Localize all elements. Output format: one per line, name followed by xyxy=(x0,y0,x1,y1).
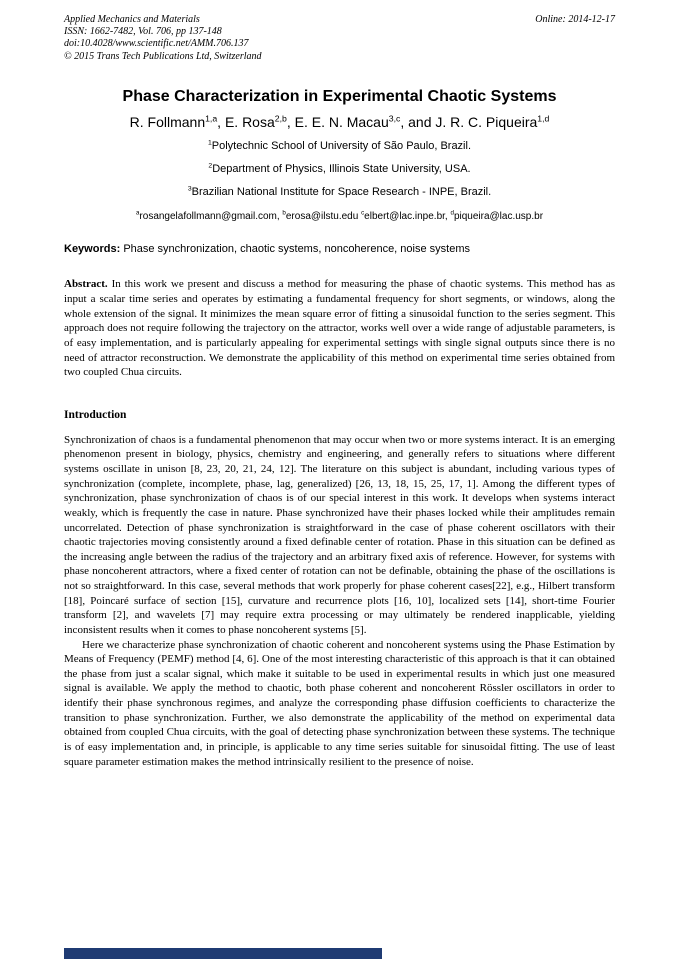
author-name: R. Follmann xyxy=(129,113,206,130)
author-superscript: 2,b xyxy=(274,113,287,124)
affiliation-superscript: 2 xyxy=(208,162,213,170)
keywords-text: Phase synchronization, chaotic systems, noncoherence, noise systems xyxy=(123,243,470,256)
keywords-line xyxy=(64,242,615,256)
author-superscript: 3,c xyxy=(388,113,401,124)
intro-paragraph-2: Here we characterize phase synchronization of chaotic coherent and noncoherent systems using the Phase Estimation by Means of Frequency (PEMF) method [4, 6]. One of the most interesting characteristic of this approach is that it can obtained the phase from just a scalar signal, which make it suitable to be used in experimental results in which just one measured signal is available. We apply the method to chaotic, both phase coherent and noncoherent Rössler oscillators in order to identify their phase synchronous regimes, and analyze the corresponding phase diffusion coefficients to characterize the transition to phase synchronization. Further, we also demonstrate the applicability of the method on experimental data obtained from coupled Chua circuits, with the goal of detecting phase synchronization between these systems. The technique is of easy implementation and, in principle, is applicable to any time series suitable for sinusoidal fitting. The use of least square parameter estimation makes the method intrinsically resilient to the presence of noise. xyxy=(64,638,615,768)
journal-info-block xyxy=(64,14,262,63)
author-superscript: 1,a xyxy=(205,113,218,124)
abstract-paragraph xyxy=(64,277,615,379)
page-header xyxy=(64,14,615,63)
affiliation-text: Brazilian National Institute for Space Research - INPE, Brazil. xyxy=(191,185,492,198)
affiliation-text: Polytechnic School of University of São Paulo, Brazil. xyxy=(211,140,472,153)
footer-bar xyxy=(64,948,382,959)
affiliation-superscript: 1 xyxy=(207,139,212,147)
journal-title: Applied Mechanics and Materials xyxy=(64,14,200,25)
email-text: rosangelafollmann@gmail.com, xyxy=(139,210,280,222)
intro-paragraph-1: Synchronization of chaos is a fundamental phenomenon that may occur when two or more systems interact. It is an emerging phenomenon present in biology, physics, chemistry and engineering, and generally refers to situations where different systems oscillate in unison [8, 23, 20, 21, 24, 12]. The literature on this subject is abundant, including various types of synchronization (complete, incomplete, phase, lag, generalized) [26, 13, 18, 15, 25, 17, 1]. Among the different types of synchronization, phase synchronization of chaos is of our special interest in this work. It develops when systems interact weakly, which is frequently the case in nature. Phase synchronized have their phases locked while their amplitudes remain uncorrelated. Detection of phase synchronization is straightforward in the case of phase coherent oscillators with their chaotic trajectories moving consistently around a fixed definable center of rotation. Phase in this situation can be defined as the increasing angle between the radius of the trajectory and an arbitrary fixed axis of reference. However, for systems with phase noncoherent attractors, where a fixed center of rotation can not be definable, obtaining the phase of the oscillations is not so straightforward. In this case, several methods that work properly for phase coherent cases[22], e.g., Hilbert transform [18], Poincaré surface of section [15], curvature and recurrence plots [16, 10], localized sets [14], short-time Fourier transform [2], and wavelets [7] may require extra processing or may ultimately be rendered inapplicable, yielding inconsistent results when it comes to phase noncoherent systems [5]. xyxy=(64,433,615,636)
affiliation-line xyxy=(64,163,615,177)
affiliation-line xyxy=(64,140,615,154)
journal-copyright-line: © 2015 Trans Tech Publications Ltd, Switzerland xyxy=(64,50,262,62)
email-superscript: d xyxy=(450,209,454,217)
affiliation-text: Department of Physics, Illinois State University, USA. xyxy=(212,163,471,176)
email-superscript: c xyxy=(361,209,365,217)
keywords-label: Keywords: xyxy=(64,243,121,256)
email-text: erosa@ilstu.edu xyxy=(285,210,359,222)
author-superscript: 1,d xyxy=(537,113,550,124)
email-text: elbert@lac.inpe.br, xyxy=(364,210,448,222)
paper-title: Phase Characterization in Experimental Chaotic Systems xyxy=(122,87,557,105)
authors-line xyxy=(64,114,615,132)
affiliation-superscript: 3 xyxy=(187,185,192,193)
emails-line xyxy=(64,211,615,224)
affiliation-line xyxy=(64,186,615,200)
journal-issn-line: ISSN: 1662-7482, Vol. 706, pp 137-148 xyxy=(64,26,222,38)
email-superscript: a xyxy=(135,209,140,217)
online-date: Online: 2014-12-17 xyxy=(535,14,615,25)
introduction-heading: Introduction xyxy=(64,408,127,421)
abstract-label: Abstract. xyxy=(64,278,108,291)
author-name: , and J. R. C. Piqueira xyxy=(400,113,538,130)
email-text: piqueira@lac.usp.br xyxy=(453,210,544,222)
journal-doi-line: doi:10.4028/www.scientific.net/AMM.706.137 xyxy=(64,38,249,50)
abstract-text: In this work we present and discuss a method for measuring the phase of chaotic systems. This method has as input a scalar time series and operates by estimating a fundamental frequency for short segments, or windows, along the whole extension of the signal. It minimizes the mean square error of fitting a sinusoidal function to the series segment. This approach does not require following the trajectory on the attractor, works well over a wide range of adjustable parameters, is of easy implementation, and is particularly appealing for experimental settings with single signal outputs since there is no need of attractor reconstruction. We demonstrate the applicability of this method on experimental time series obtained from two coupled Chua circuits. xyxy=(64,278,615,379)
author-name: , E. E. N. Macau xyxy=(286,113,389,130)
email-superscript: b xyxy=(282,209,286,217)
author-name: , E. Rosa xyxy=(217,113,275,130)
